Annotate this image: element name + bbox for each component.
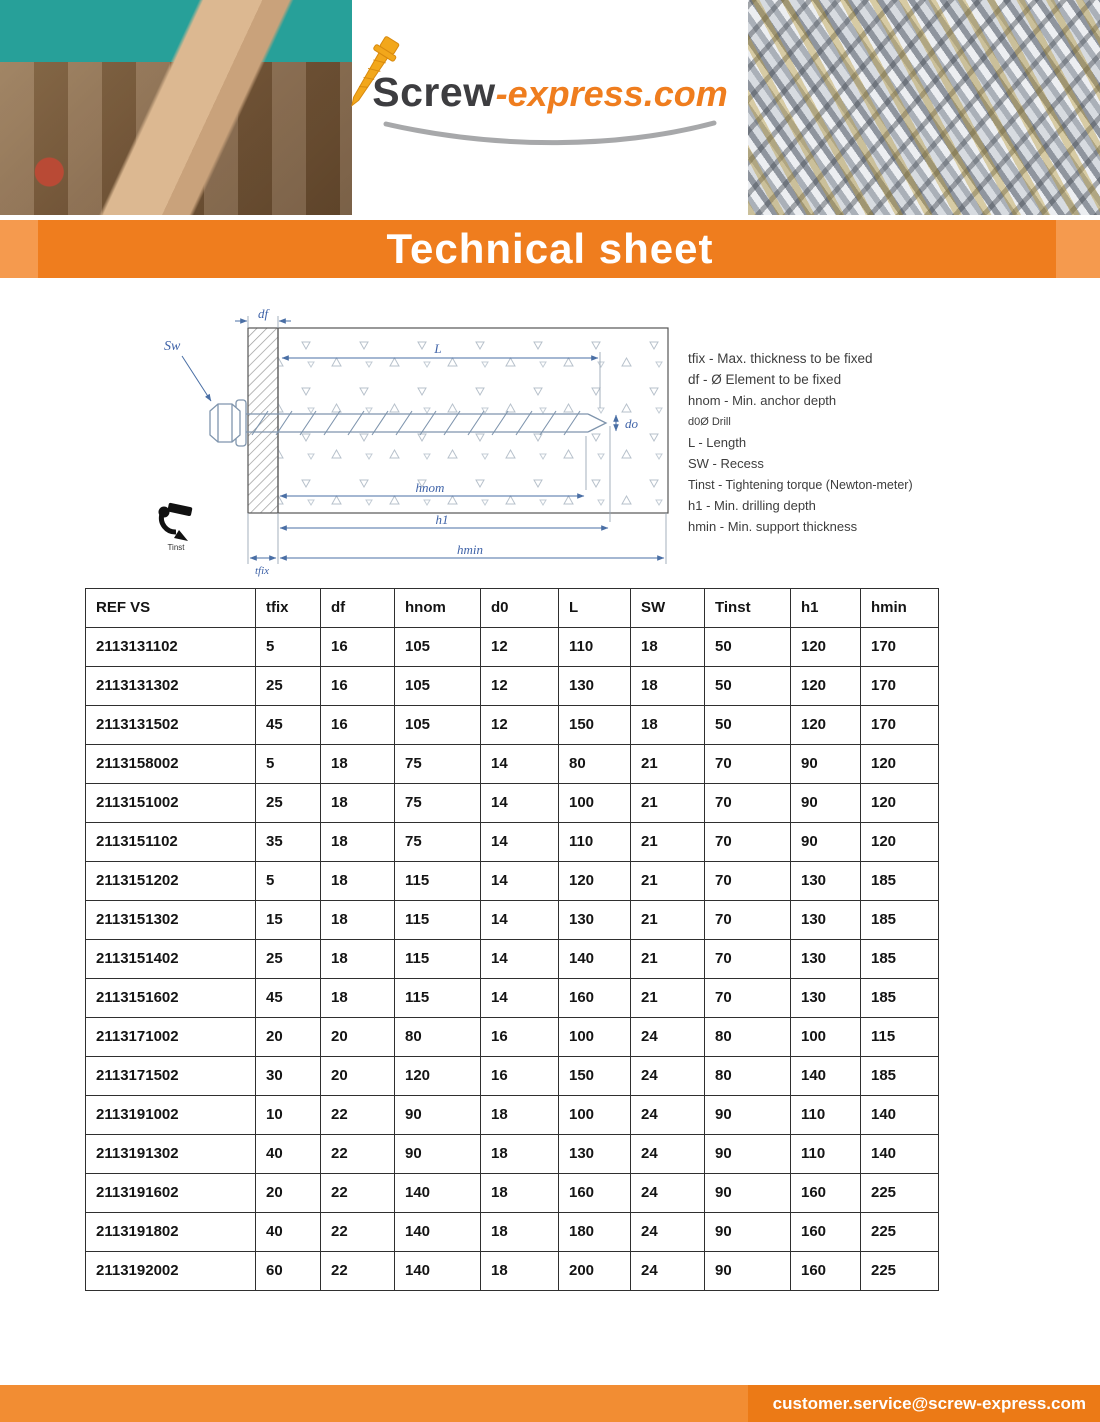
value-cell: 10: [256, 1096, 321, 1135]
label-sw: Sw: [164, 339, 181, 354]
value-cell: 14: [481, 862, 559, 901]
value-cell: 20: [321, 1057, 395, 1096]
ref-cell: 2113151302: [86, 901, 256, 940]
value-cell: 140: [395, 1174, 481, 1213]
value-cell: 16: [321, 667, 395, 706]
ref-cell: 2113191002: [86, 1096, 256, 1135]
value-cell: 18: [321, 979, 395, 1018]
value-cell: 120: [791, 628, 861, 667]
table-row: [86, 940, 939, 979]
value-cell: 115: [395, 862, 481, 901]
value-cell: 100: [559, 1018, 631, 1057]
value-cell: 90: [705, 1252, 791, 1291]
value-cell: 160: [559, 1174, 631, 1213]
value-cell: 185: [861, 1057, 939, 1096]
value-cell: 22: [321, 1252, 395, 1291]
value-cell: 120: [861, 823, 939, 862]
value-cell: 170: [861, 628, 939, 667]
value-cell: 18: [321, 940, 395, 979]
value-cell: 18: [481, 1174, 559, 1213]
value-cell: 120: [791, 706, 861, 745]
value-cell: 105: [395, 667, 481, 706]
value-cell: 21: [631, 784, 705, 823]
value-cell: 160: [791, 1213, 861, 1252]
value-cell: 150: [559, 1057, 631, 1096]
value-cell: 70: [705, 901, 791, 940]
table-row: [86, 667, 939, 706]
column-header: REF VS: [86, 589, 256, 628]
legend-line: hnom - Min. anchor depth: [688, 393, 837, 408]
value-cell: 50: [705, 628, 791, 667]
ref-cell: 2113151402: [86, 940, 256, 979]
column-header: tfix: [256, 589, 321, 628]
legend-line: h1 - Min. drilling depth: [688, 498, 816, 513]
ref-cell: 2113158002: [86, 745, 256, 784]
column-header: hnom: [395, 589, 481, 628]
torque-wrench-icon: [159, 503, 193, 541]
value-cell: 18: [631, 667, 705, 706]
concrete-texture: [278, 328, 668, 513]
table-row: [86, 901, 939, 940]
value-cell: 115: [861, 1018, 939, 1057]
value-cell: 5: [256, 628, 321, 667]
ref-cell: 2113131502: [86, 706, 256, 745]
value-cell: 150: [559, 706, 631, 745]
column-header: h1: [791, 589, 861, 628]
value-cell: 22: [321, 1213, 395, 1252]
value-cell: 14: [481, 940, 559, 979]
value-cell: 75: [395, 745, 481, 784]
value-cell: 90: [705, 1213, 791, 1252]
value-cell: 115: [395, 940, 481, 979]
value-cell: 70: [705, 979, 791, 1018]
value-cell: 180: [559, 1213, 631, 1252]
ref-cell: 2113171002: [86, 1018, 256, 1057]
value-cell: 90: [791, 745, 861, 784]
value-cell: 90: [395, 1096, 481, 1135]
value-cell: 40: [256, 1135, 321, 1174]
label-h1: h1: [435, 512, 449, 527]
value-cell: 75: [395, 823, 481, 862]
value-cell: 12: [481, 706, 559, 745]
value-cell: 80: [705, 1018, 791, 1057]
value-cell: 18: [321, 745, 395, 784]
page-title: Technical sheet: [386, 225, 714, 272]
value-cell: 24: [631, 1057, 705, 1096]
table-row: [86, 1057, 939, 1096]
value-cell: 50: [705, 706, 791, 745]
value-cell: 130: [791, 901, 861, 940]
value-cell: 110: [791, 1135, 861, 1174]
value-cell: 12: [481, 667, 559, 706]
legend-line: SW - Recess: [688, 456, 764, 471]
value-cell: 120: [395, 1057, 481, 1096]
logo: [352, 0, 748, 215]
value-cell: 18: [321, 901, 395, 940]
value-cell: 140: [395, 1213, 481, 1252]
value-cell: 30: [256, 1057, 321, 1096]
value-cell: 14: [481, 745, 559, 784]
table-row: [86, 706, 939, 745]
value-cell: 200: [559, 1252, 631, 1291]
value-cell: 185: [861, 862, 939, 901]
column-header: df: [321, 589, 395, 628]
value-cell: 225: [861, 1213, 939, 1252]
value-cell: 100: [791, 1018, 861, 1057]
label-tfix: tfix: [254, 565, 270, 577]
value-cell: 18: [321, 823, 395, 862]
value-cell: 21: [631, 745, 705, 784]
value-cell: 16: [321, 706, 395, 745]
value-cell: 18: [481, 1096, 559, 1135]
ref-cell: 2113191802: [86, 1213, 256, 1252]
value-cell: 70: [705, 745, 791, 784]
table-row: [86, 1018, 939, 1057]
ref-cell: 2113191302: [86, 1135, 256, 1174]
table-row: [86, 1174, 939, 1213]
footer: [0, 1385, 1100, 1422]
value-cell: 5: [256, 745, 321, 784]
ref-cell: 2113131302: [86, 667, 256, 706]
table-row: [86, 745, 939, 784]
column-header: Tinst: [705, 589, 791, 628]
value-cell: 130: [791, 940, 861, 979]
table-row: [86, 784, 939, 823]
logo-text-primary: Screw: [372, 69, 496, 115]
label-df: df: [257, 308, 269, 321]
value-cell: 21: [631, 823, 705, 862]
legend-line: tfix - Max. thickness to be fixed: [688, 351, 873, 366]
value-cell: 105: [395, 706, 481, 745]
value-cell: 170: [861, 706, 939, 745]
footer-email: customer.service@screw-express.com: [772, 1393, 1086, 1413]
value-cell: 24: [631, 1135, 705, 1174]
value-cell: 225: [861, 1252, 939, 1291]
value-cell: 110: [791, 1096, 861, 1135]
value-cell: 80: [395, 1018, 481, 1057]
value-cell: 170: [861, 667, 939, 706]
value-cell: 40: [256, 1213, 321, 1252]
diagram-section: [0, 308, 1100, 580]
table-body: [86, 628, 939, 1291]
value-cell: 18: [481, 1213, 559, 1252]
value-cell: 14: [481, 979, 559, 1018]
value-cell: 70: [705, 784, 791, 823]
value-cell: 100: [559, 1096, 631, 1135]
header-photo-left: [0, 0, 352, 215]
value-cell: 225: [861, 1174, 939, 1213]
value-cell: 24: [631, 1213, 705, 1252]
label-hnom: hnom: [415, 480, 445, 495]
ref-cell: 2113192002: [86, 1252, 256, 1291]
column-header: hmin: [861, 589, 939, 628]
column-header: SW: [631, 589, 705, 628]
ref-cell: 2113191602: [86, 1174, 256, 1213]
value-cell: 18: [481, 1135, 559, 1174]
ref-cell: 2113151602: [86, 979, 256, 1018]
value-cell: 140: [861, 1135, 939, 1174]
value-cell: 21: [631, 862, 705, 901]
value-cell: 70: [705, 823, 791, 862]
spec-table: [85, 588, 939, 1291]
value-cell: 130: [559, 667, 631, 706]
value-cell: 110: [559, 628, 631, 667]
value-cell: 45: [256, 706, 321, 745]
value-cell: 16: [321, 628, 395, 667]
legend-line: hmin - Min. support thickness: [688, 519, 858, 534]
value-cell: 21: [631, 940, 705, 979]
ref-cell: 2113171502: [86, 1057, 256, 1096]
banner: [0, 220, 1100, 278]
value-cell: 50: [705, 667, 791, 706]
value-cell: 15: [256, 901, 321, 940]
value-cell: 22: [321, 1096, 395, 1135]
value-cell: 70: [705, 862, 791, 901]
value-cell: 105: [395, 628, 481, 667]
legend-line: df - Ø Element to be fixed: [688, 372, 842, 387]
value-cell: 130: [791, 862, 861, 901]
value-cell: 115: [395, 901, 481, 940]
header: [0, 0, 1100, 215]
value-cell: 140: [559, 940, 631, 979]
table-row: [86, 1213, 939, 1252]
value-cell: 25: [256, 667, 321, 706]
legend-line: d0Ø Drill: [688, 416, 731, 428]
value-cell: 140: [395, 1252, 481, 1291]
value-cell: 90: [791, 823, 861, 862]
value-cell: 24: [631, 1018, 705, 1057]
column-header: L: [559, 589, 631, 628]
value-cell: 185: [861, 901, 939, 940]
value-cell: 24: [631, 1252, 705, 1291]
value-cell: 75: [395, 784, 481, 823]
table-header-row: [86, 589, 939, 628]
table-row: [86, 1252, 939, 1291]
table-row: [86, 1135, 939, 1174]
value-cell: 90: [705, 1096, 791, 1135]
value-cell: 20: [321, 1018, 395, 1057]
anchor-diagram: [148, 308, 688, 580]
value-cell: 18: [481, 1252, 559, 1291]
table-section: [85, 588, 1100, 1291]
value-cell: 16: [481, 1018, 559, 1057]
value-cell: 90: [705, 1135, 791, 1174]
value-cell: 80: [705, 1057, 791, 1096]
label-L: L: [434, 341, 442, 356]
value-cell: 185: [861, 940, 939, 979]
value-cell: 110: [559, 823, 631, 862]
value-cell: 130: [559, 1135, 631, 1174]
value-cell: 115: [395, 979, 481, 1018]
value-cell: 16: [481, 1057, 559, 1096]
value-cell: 20: [256, 1174, 321, 1213]
value-cell: 130: [559, 901, 631, 940]
value-cell: 120: [791, 667, 861, 706]
value-cell: 90: [705, 1174, 791, 1213]
value-cell: 35: [256, 823, 321, 862]
value-cell: 14: [481, 823, 559, 862]
table-row: [86, 628, 939, 667]
table-row: [86, 862, 939, 901]
legend-line: Tinst - Tightening torque (Newton-meter): [688, 478, 913, 492]
value-cell: 100: [559, 784, 631, 823]
value-cell: 25: [256, 784, 321, 823]
logo-text-secondary: -express.com: [495, 73, 728, 114]
ref-cell: 2113151202: [86, 862, 256, 901]
value-cell: 12: [481, 628, 559, 667]
ref-cell: 2113151102: [86, 823, 256, 862]
value-cell: 21: [631, 901, 705, 940]
value-cell: 21: [631, 979, 705, 1018]
value-cell: 22: [321, 1135, 395, 1174]
value-cell: 120: [861, 745, 939, 784]
diagram-legend: [688, 352, 913, 541]
fixture-section: [248, 328, 278, 513]
table-row: [86, 979, 939, 1018]
value-cell: 18: [631, 628, 705, 667]
logo-swoosh: [380, 118, 720, 146]
value-cell: 160: [559, 979, 631, 1018]
legend-line: L - Length: [688, 435, 747, 450]
value-cell: 18: [631, 706, 705, 745]
value-cell: 160: [791, 1252, 861, 1291]
value-cell: 185: [861, 979, 939, 1018]
value-cell: 80: [559, 745, 631, 784]
value-cell: 18: [321, 862, 395, 901]
value-cell: 60: [256, 1252, 321, 1291]
value-cell: 45: [256, 979, 321, 1018]
value-cell: 5: [256, 862, 321, 901]
value-cell: 90: [395, 1135, 481, 1174]
ref-cell: 2113151002: [86, 784, 256, 823]
value-cell: 130: [791, 979, 861, 1018]
value-cell: 140: [861, 1096, 939, 1135]
value-cell: 25: [256, 940, 321, 979]
value-cell: 70: [705, 940, 791, 979]
value-cell: 22: [321, 1174, 395, 1213]
value-cell: 14: [481, 784, 559, 823]
value-cell: 160: [791, 1174, 861, 1213]
value-cell: 24: [631, 1174, 705, 1213]
value-cell: 24: [631, 1096, 705, 1135]
header-photo-right: [748, 0, 1100, 215]
value-cell: 20: [256, 1018, 321, 1057]
table-row: [86, 1096, 939, 1135]
column-header: d0: [481, 589, 559, 628]
value-cell: 120: [559, 862, 631, 901]
label-d0: do: [625, 416, 638, 431]
label-hmin: hmin: [457, 542, 483, 557]
value-cell: 18: [321, 784, 395, 823]
value-cell: 14: [481, 901, 559, 940]
label-tinst: Tinst: [167, 543, 185, 552]
table-row: [86, 823, 939, 862]
value-cell: 140: [791, 1057, 861, 1096]
ref-cell: 2113131102: [86, 628, 256, 667]
value-cell: 90: [791, 784, 861, 823]
value-cell: 120: [861, 784, 939, 823]
